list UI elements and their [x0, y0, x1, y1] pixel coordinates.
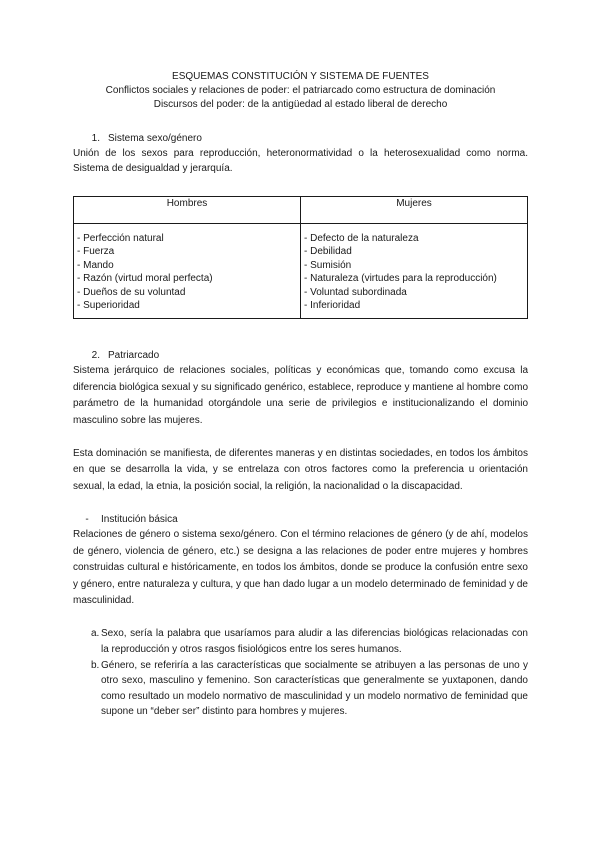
list-item: - Debilidad: [304, 246, 352, 258]
list-item: - Fuerza: [77, 246, 115, 258]
institucion-title: Institución básica: [101, 514, 178, 526]
table-cell-mujeres: [301, 224, 528, 319]
section-2-paragraph-1: Sistema jerárquico de relaciones sociales, políticas y económicas que, tomando como excusa la diferencia biológica sexual y su significado genérico, establece, reproduce y mantiene al hombre como parámetro de la humanidad otorgándole una serie de privilegios e institucionalizando el dominio masculino sobre las mujeres.: [73, 365, 528, 426]
list-item-text: Género, se referiría a las características que socialmente se atribuyen a las personas de uno y otro sexo, masculino y femenino. Son características que generalmente se yuxtaponen, dando como resultado un modelo normativo de masculinidad y un modelo normativo de feminidad que supone un “deber ser” distinto para hombres y mujeres.: [101, 659, 528, 718]
section-1-text: Unión de los sexos para reproducción, heteronormatividad o la heterosexualidad como norma. Sistema de desigualdad y jerarquía.: [73, 148, 528, 174]
list-item: - Dueños de su voluntad: [77, 286, 186, 298]
section-2-number: 2.: [91, 350, 100, 362]
list-item: - Superioridad: [77, 300, 140, 312]
section-2-title: Patriarcado: [108, 350, 160, 362]
section-1-title: Sistema sexo/género: [108, 133, 202, 144]
list-item-text: Sexo, sería la palabra que usaríamos para aludir a las diferencias biológicas relacionadas con la reproducción y otros rasgos fisiológicos entre los seres humanos.: [101, 628, 528, 655]
list-item: [73, 658, 528, 720]
list-item: - Sumisión: [304, 259, 352, 271]
list-item: - Perfección natural: [77, 233, 164, 244]
document-subtitle-1: Conflictos sociales y relaciones de poder: el patriarcado como estructura de dominación: [105, 85, 496, 96]
comparison-table: [73, 196, 528, 319]
institucion-text: Relaciones de género o sistema sexo/género. Con el término relaciones de género (y de ahí, modelos de género, violencia de género, etc.) se designa a las relaciones de poder entre mujeres y hombres construidas cultural e históricamente, en todos los ámbitos, donde se produce la confusión entre sexo y género, entre naturaleza y cultura, y que han dado lugar a un modelo determinado de feminidad y de masculinidad.: [73, 529, 528, 606]
document-title: ESQUEMAS CONSTITUCIÓN Y SISTEMA DE FUENTES: [172, 71, 429, 82]
document-page: [73, 70, 528, 720]
section-2-paragraph-2: Esta dominación se manifiesta, de diferentes maneras y en distintas sociedades, en todos los ámbitos en que se desarrolla la vida, y se entrelaza con otros factores como la preferencia u orientación sexual, la edad, la etnia, la posición social, la religión, la nacionalidad o la discapacidad.: [73, 448, 528, 492]
list-item: - Naturaleza (virtudes para la reproducción): [304, 273, 497, 285]
section-1-heading: [73, 132, 528, 146]
document-subtitle-2: Discursos del poder: de la antigüedad al estado liberal de derecho: [153, 99, 448, 110]
list-item: [73, 626, 528, 657]
definitions-list: [73, 626, 528, 720]
table-header-hombres: Hombres: [74, 197, 301, 224]
list-item: - Defecto de la naturaleza: [304, 233, 419, 244]
section-1-number: 1.: [91, 133, 100, 144]
list-item: - Inferioridad: [304, 300, 361, 312]
list-item: - Razón (virtud moral perfecta): [77, 273, 213, 285]
dash-bullet: -: [85, 514, 89, 526]
title-block: [73, 70, 528, 112]
table-cell-hombres: [74, 224, 301, 319]
list-item: - Voluntad subordinada: [304, 286, 407, 298]
list-marker: a.: [91, 628, 100, 640]
institucion-heading: [73, 513, 528, 527]
list-item: - Mando: [77, 259, 114, 271]
table-header-mujeres: Mujeres: [301, 197, 528, 224]
section-2-heading: [73, 349, 528, 363]
list-marker: b.: [91, 659, 100, 671]
